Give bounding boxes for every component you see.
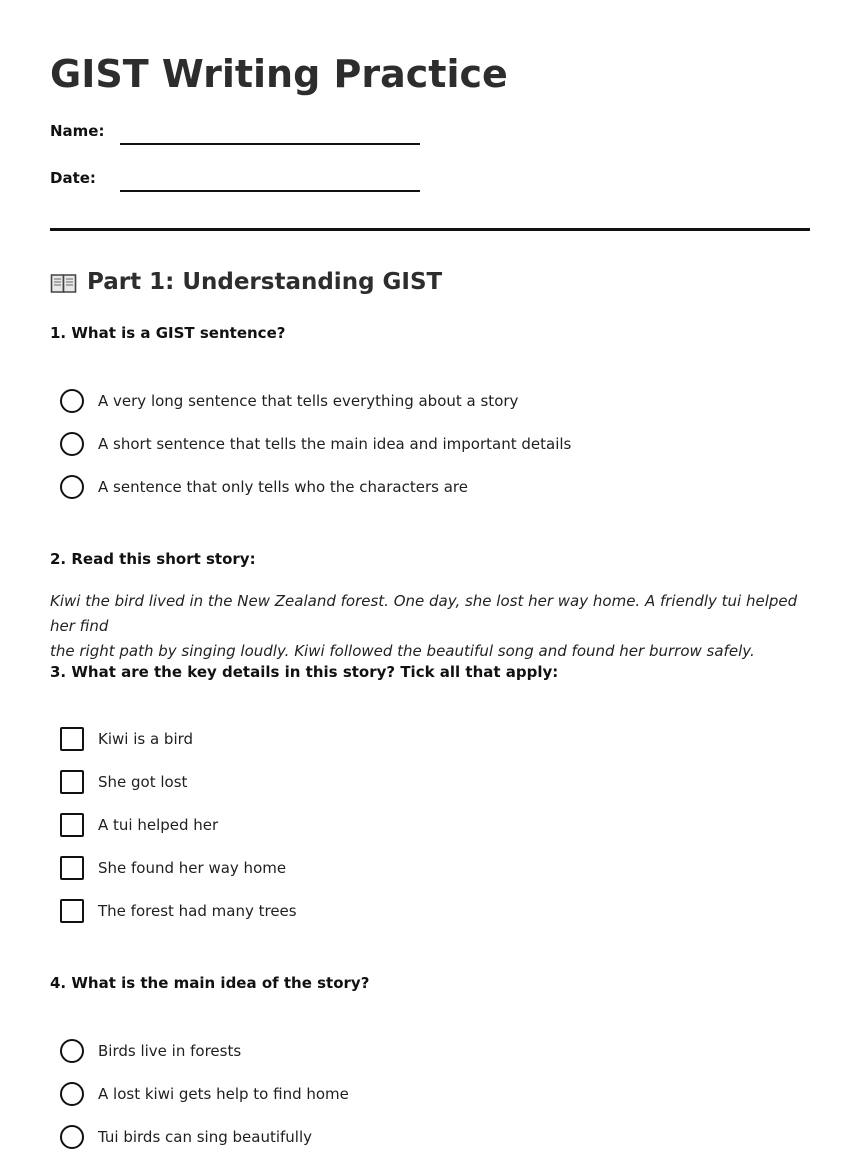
q4-option-3[interactable] [60,1125,312,1149]
name-label: Name: [50,122,105,140]
story-line-1: Kiwi the bird lived in the New Zealand forest. One day, she lost her way home. A friendly tui helped her find [50,592,798,635]
q1-option-1[interactable] [60,389,518,413]
q3-option-5[interactable] [60,899,297,923]
option-label: A tui helped her [98,816,219,834]
name-field[interactable] [120,143,420,145]
radio-button[interactable] [60,1125,84,1149]
q3-option-1[interactable] [60,727,193,751]
story-line-2: the right path by singing loudly. Kiwi followed the beautiful song and found her burrow safely. [50,642,755,660]
checkbox[interactable] [60,770,84,794]
option-label: Kiwi is a bird [98,730,194,748]
option-label: Birds live in forests [98,1042,242,1060]
story-text [50,589,810,664]
date-label: Date: [50,169,96,187]
option-label: She got lost [98,773,188,791]
section-heading-text: Part 1: Understanding GIST [87,269,443,295]
question-1: 1. What is a GIST sentence? [50,324,286,342]
q3-option-2[interactable] [60,770,187,794]
radio-button[interactable] [60,1039,84,1063]
option-label: Tui birds can sing beautifully [98,1128,313,1146]
q4-option-1[interactable] [60,1039,241,1063]
radio-button[interactable] [60,389,84,413]
q4-option-2[interactable] [60,1082,349,1106]
q1-option-3[interactable] [60,475,468,499]
checkbox[interactable] [60,899,84,923]
page-title: GIST Writing Practice [50,52,508,96]
q3-option-3[interactable] [60,813,218,837]
option-label: The forest had many trees [98,902,297,920]
option-label: A very long sentence that tells everything about a story [98,392,519,410]
radio-button[interactable] [60,475,84,499]
question-4: 4. What is the main idea of the story? [50,974,370,992]
book-icon [50,271,77,293]
checkbox[interactable] [60,727,84,751]
checkbox[interactable] [60,813,84,837]
option-label: A sentence that only tells who the characters are [98,478,468,496]
radio-button[interactable] [60,432,84,456]
checkbox[interactable] [60,856,84,880]
section-heading [50,266,442,298]
option-label: A lost kiwi gets help to find home [98,1085,349,1103]
header-divider [50,228,810,231]
question-3: 3. What are the key details in this story? Tick all that apply: [50,663,559,681]
date-field[interactable] [120,190,420,192]
radio-button[interactable] [60,1082,84,1106]
option-label: She found her way home [98,859,287,877]
q1-option-2[interactable] [60,432,571,456]
option-label: A short sentence that tells the main idea and important details [98,435,572,453]
q3-option-4[interactable] [60,856,286,880]
question-2: 2. Read this short story: [50,550,256,568]
